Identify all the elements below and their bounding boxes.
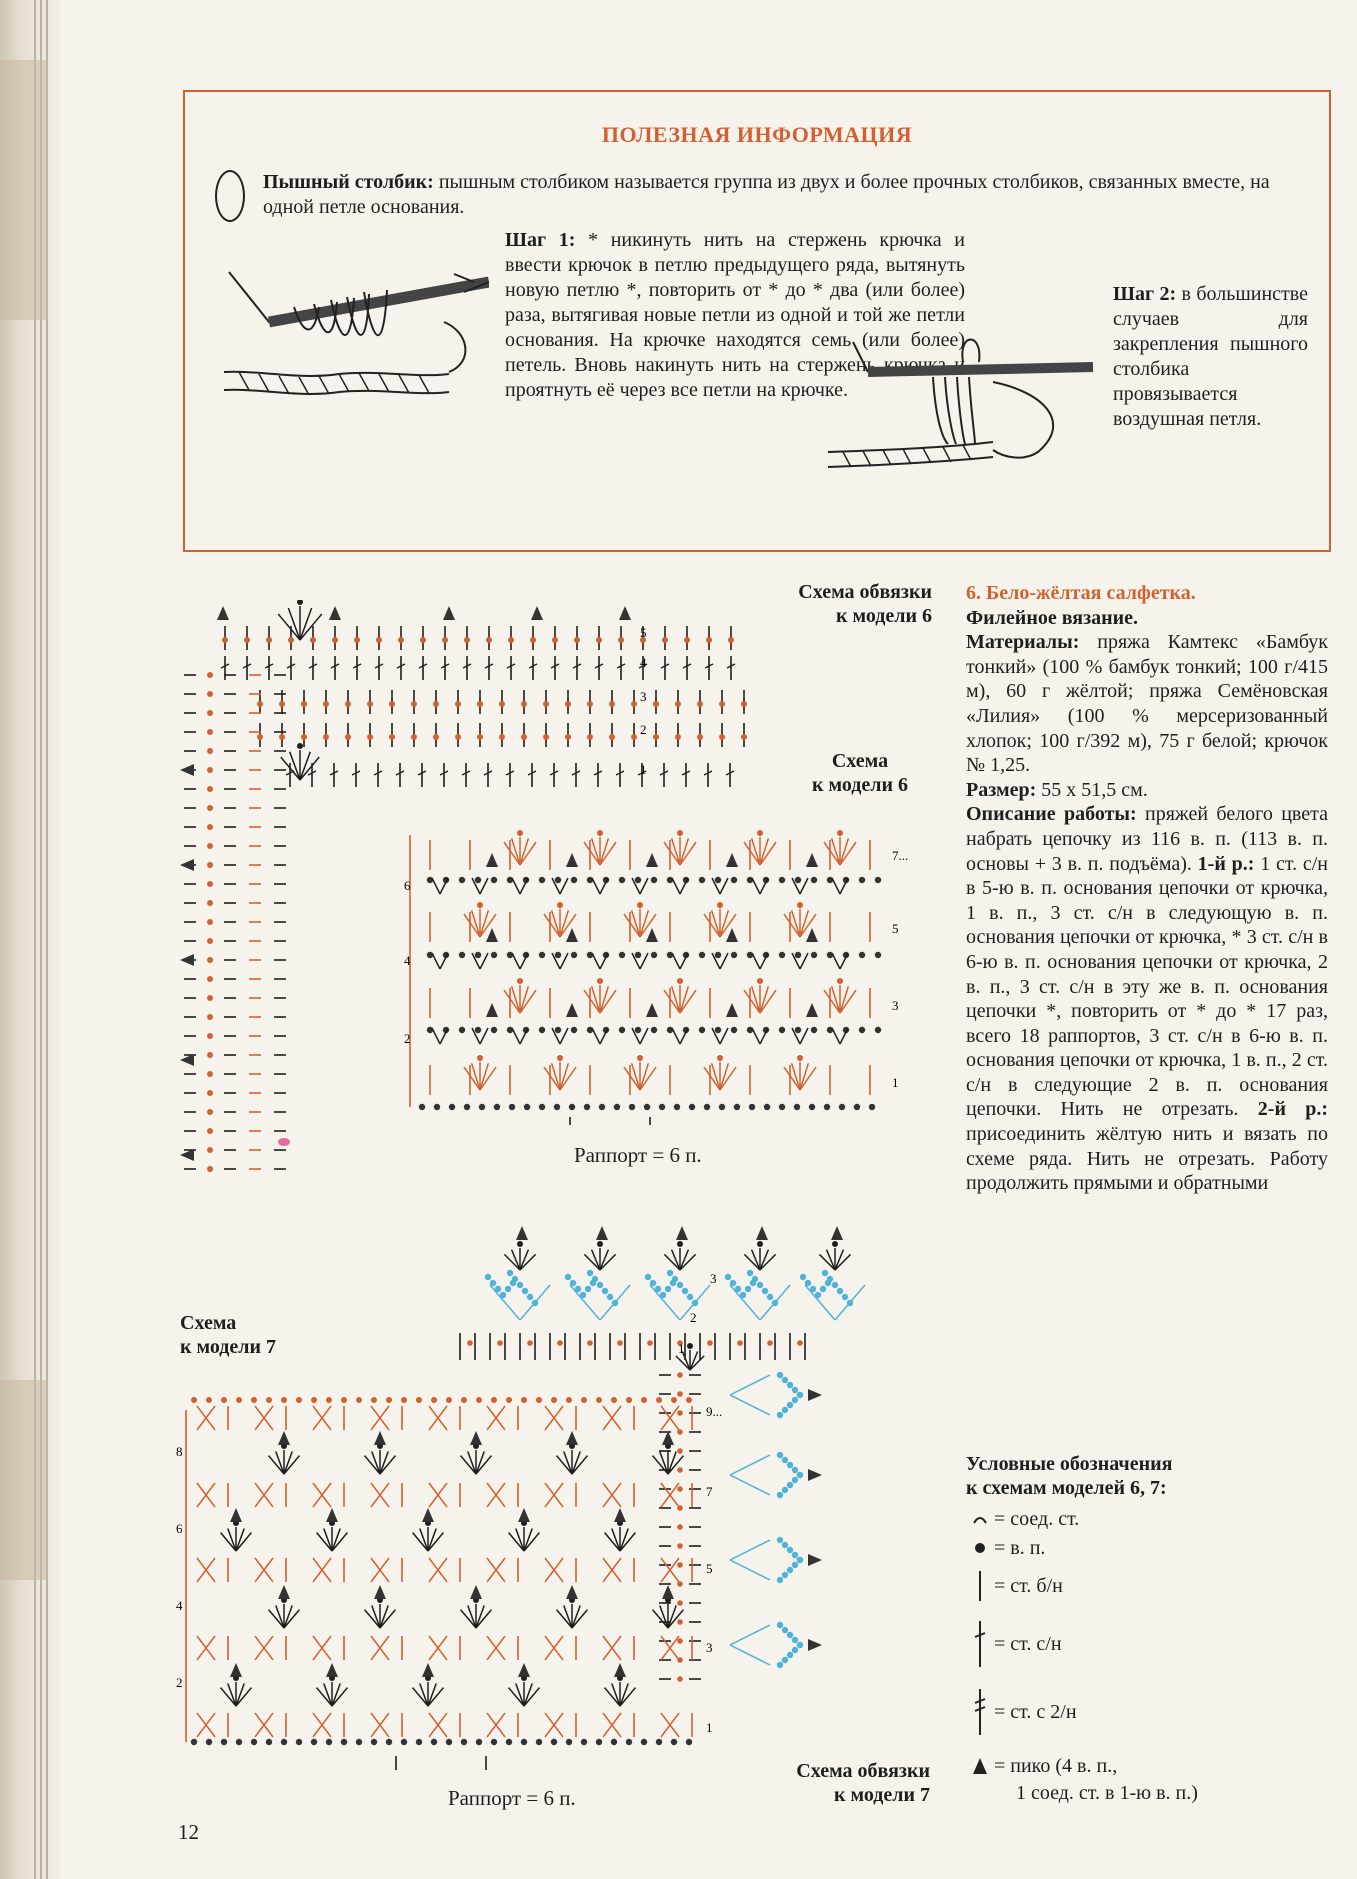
edging6-row-4: 4 <box>640 655 647 670</box>
article-description: Описание работы: пряжей белого цвета набрать цепочку из 116 в. п. (113 в. п. основы + 3 в. п. подъёма). 1-й р.: 1 ст. с/н в 5-ю в. п. основания цепочки от крючка, 1 в. п., 3 ст. с/н в следующую в. п. основания цепочки от крючка, * 3 ст. с/н в 6-ю в. п. основания цепочки от крючка, 2 в. п., 3 ст. с/н в эту же в. п. основания цепочки *, повторить от * до * 17 раз, всего 18 раппортов, 3 ст. с/н в 6-ю в. п. основания цепочки от крючка, 1 в. п., 2 ст. с/н в следующие 2 в. п. основания цепочки. Нить не отрезать. 2-й р.: присоединить жёлтую нить и вязать по схеме ряда. Нить не отрезать. Работу продолжить прямыми и обратными <box>966 803 1329 1195</box>
scheme7-row-4: 4 <box>176 1598 183 1613</box>
scheme7-row-8: 8 <box>176 1444 183 1459</box>
scheme6-row-3: 3 <box>892 998 899 1013</box>
scheme6-row-5: 5 <box>892 921 899 936</box>
scheme7-rapport: Раппорт = 6 п. <box>448 1786 576 1810</box>
legend-item-slip: = соед. ст. <box>966 1504 1326 1534</box>
edging6-row-5: 5 <box>640 625 647 640</box>
legend-title: Условные обозначения к схемам моделей 6, 7: <box>966 1453 1173 1499</box>
slip-stitch-icon <box>966 1513 994 1525</box>
step2-text <box>1113 282 1308 432</box>
edging7-caption: Схема обвязки к модели 7 <box>796 1760 930 1806</box>
puff-stitch-step1-illustration-icon <box>219 262 489 432</box>
scheme6-caption: Схема к модели 6 <box>811 750 909 796</box>
legend-item-treble: = ст. с 2/н <box>966 1678 1326 1746</box>
puff-stitch-step2-illustration-icon <box>823 302 1103 482</box>
legend-item-double: = ст. с/н <box>966 1610 1326 1678</box>
picot-icon <box>966 1756 994 1776</box>
scheme7-row-1: 1 <box>706 1720 713 1735</box>
treble-crochet-icon <box>966 1687 994 1737</box>
step2-body: в большинстве случаев для закрепления пышного столбика провязывается воздушная петля. <box>1113 283 1308 430</box>
legend-item-picot-cont: 1 соед. ст. в 1-ю в. п.) <box>1016 1781 1198 1804</box>
scheme7-row-7: 7 <box>706 1484 713 1499</box>
puff-stitch-symbol-icon <box>215 170 245 222</box>
double-crochet-icon <box>966 1619 994 1669</box>
step1-label: Шаг 1: <box>505 229 576 251</box>
article-size: Размер: 55 х 51,5 см. <box>966 778 1148 801</box>
scheme6-chart <box>400 815 920 1125</box>
legend-item-chain: = в. п. <box>966 1534 1326 1562</box>
puff-stitch-definition <box>263 170 1318 220</box>
chain-stitch-icon <box>966 1541 994 1555</box>
scheme6-row-6: 6 <box>404 878 411 893</box>
step2-label: Шаг 2: <box>1113 283 1177 305</box>
scheme7-row-9: 9... <box>706 1404 723 1419</box>
edging7-row-1: 1 <box>678 1341 685 1356</box>
info-title: ПОЛЕЗНАЯ ИНФОРМАЦИЯ <box>601 122 913 147</box>
scheme7-row-3: 3 <box>706 1640 713 1655</box>
scheme6-rapport: Раппорт = 6 п. <box>574 1143 702 1167</box>
page-edge <box>0 0 60 1879</box>
edging7-row-2: 2 <box>690 1310 697 1325</box>
article-subtitle: Филейное вязание. <box>966 606 1139 629</box>
edging6-row-3: 3 <box>640 689 647 704</box>
useful-info-box <box>183 90 1331 552</box>
page-number: 12 <box>178 1820 199 1844</box>
scheme7-row-2: 2 <box>176 1675 183 1690</box>
single-crochet-icon <box>966 1569 994 1603</box>
edging7-row-3: 3 <box>710 1271 717 1286</box>
scheme6-row-1: 1 <box>892 1075 899 1090</box>
edging6-caption: Схема обвязки к модели 6 <box>798 581 932 627</box>
definition-text: пышным столбиком называется группа из двух и более прочных столбиков, связанных вместе, на одной петле основания. <box>263 171 1270 218</box>
article-materials: Материалы: пряжа Камтекс «Бамбук тонкий» (100 % бамбук тонкий; 100 г/415 м), 60 г жёлтой; пряжа Семёновская «Лилия» (100 % мерсеризованный хлопок; 100 г/392 м), 75 г белой; крючок № 1,25. <box>966 631 1328 777</box>
scheme6-row-4: 4 <box>404 953 411 968</box>
article-title: 6. Бело-жёлтая салфетка. <box>966 582 1196 604</box>
scheme7-caption: Схема к модели 7 <box>180 1312 277 1358</box>
definition-term: Пышный столбик: <box>263 171 434 193</box>
legend-item-single: = ст. б/н <box>966 1562 1326 1610</box>
legend-item-picot: = пико (4 в. п., <box>966 1752 1326 1780</box>
scheme7-row-5: 5 <box>706 1561 713 1576</box>
article <box>966 581 1328 1196</box>
edging6-row-2: 2 <box>640 722 647 737</box>
edging6-row-1: 1 <box>640 762 647 777</box>
scheme7-chart <box>176 1390 736 1770</box>
scheme6-row-7: 7... <box>892 848 909 863</box>
step1-body: * никинуть нить на стержень крючка и ввести крючок в петлю предыдущего ряда, вытянуть новую петлю *, повторить от * до * два (или более) раза, вытягивая новые петли из одной и той же петли основания. На крючке находятся семь (или более) петель. Вновь накинуть нить на стержень крючка и проятнуть её через все петли на крючке. <box>505 229 965 401</box>
scheme6-row-2: 2 <box>404 1031 411 1046</box>
legend <box>966 1452 1326 1806</box>
scheme7-row-6: 6 <box>176 1521 183 1536</box>
